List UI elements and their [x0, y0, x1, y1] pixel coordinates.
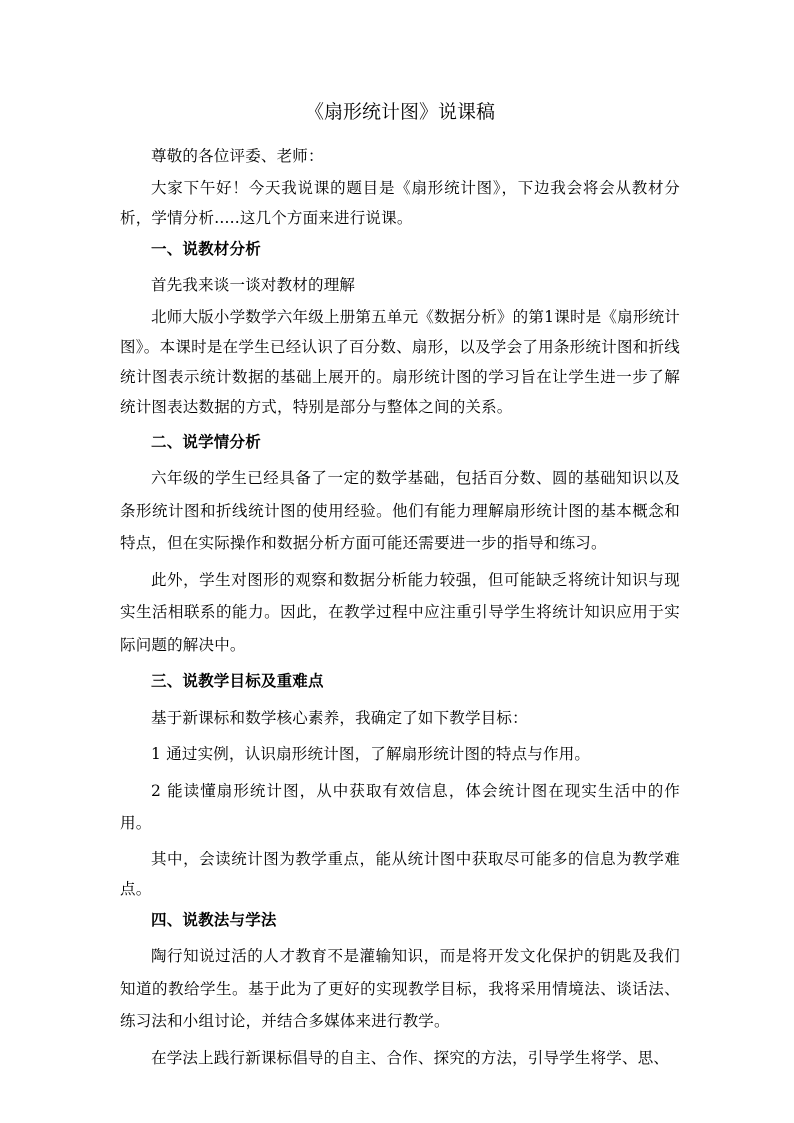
section-heading-textbook: 一、说教材分析: [151, 239, 261, 258]
students-paragraph-2: 此外，学生对图形的观察和数据分析能力较强，但可能缺乏将统计知识与现实生活相联系的能力。因此，在教学过程中应注重引导学生将统计知识应用于实际问题的解决中。: [120, 570, 680, 654]
methods-paragraph-1: 陶行知说过活的人才教育不是灌输知识，而是将开发文化保护的钥匙及我们知道的教给学生。基于此为了更好的实现教学目标，我将采用情境法、谈话法、练习法和小组讨论，并结合多媒体来进行教学。: [120, 947, 680, 1030]
students-paragraph-1: 六年级的学生已经具备了一定的数学基础，包括百分数、圆的基础知识以及条形统计图和折线统计图的使用经验。他们有能力理解扇形统计图的基本概念和特点，但在实际操作和数据分析方面可能还需要进一步的指导和练习。: [120, 469, 680, 552]
key-points-paragraph: 其中，会读统计图为教学重点，能从统计图中获取尽可能多的信息为教学难点。: [120, 849, 680, 898]
section-heading-students: 二、说学情分析: [151, 432, 261, 451]
goal-item-1: 1 通过实例，认识扇形统计图，了解扇形统计图的特点与作用。: [151, 745, 591, 763]
goal-item-2: 2 能读懂扇形统计图，从中获取有效信息，体会统计图在现实生活中的作用。: [120, 781, 680, 832]
document-page: [120, 96, 680, 1074]
intro-paragraph: 大家下午好！今天我说课的题目是《扇形统计图》，下边我会将会从教材分析，学情分析.....这几个方面来进行说课。: [120, 178, 680, 227]
section-heading-goals: 三、说教学目标及重难点: [151, 672, 324, 690]
goals-intro-paragraph: 基于新课标和数学核心素养，我确定了如下教学目标：: [151, 708, 528, 727]
section-heading-methods: 四、说教法与学法: [151, 910, 277, 929]
methods-paragraph-2: 在学法上践行新课标倡导的自主、合作、探究的方法，引导学生将学、思、: [151, 1048, 670, 1067]
textbook-analysis-paragraph: 北师大版小学数学六年级上册第五单元《数据分析》的第1课时是《扇形统计图》。本课时是在学生已经认识了百分数、扇形，以及学会了用条形统计图和折线统计图表示统计数据的基础上展开的。扇形统计图的学习旨在让学生进一步了解统计图表达数据的方式，特别是部分与整体之间的关系。: [120, 307, 680, 416]
textbook-intro-paragraph: 首先我来谈一谈对教材的理解: [151, 276, 356, 294]
greeting-paragraph: 尊敬的各位评委、老师：: [151, 147, 324, 165]
document-title: 《扇形统计图》说课稿: [304, 101, 495, 123]
